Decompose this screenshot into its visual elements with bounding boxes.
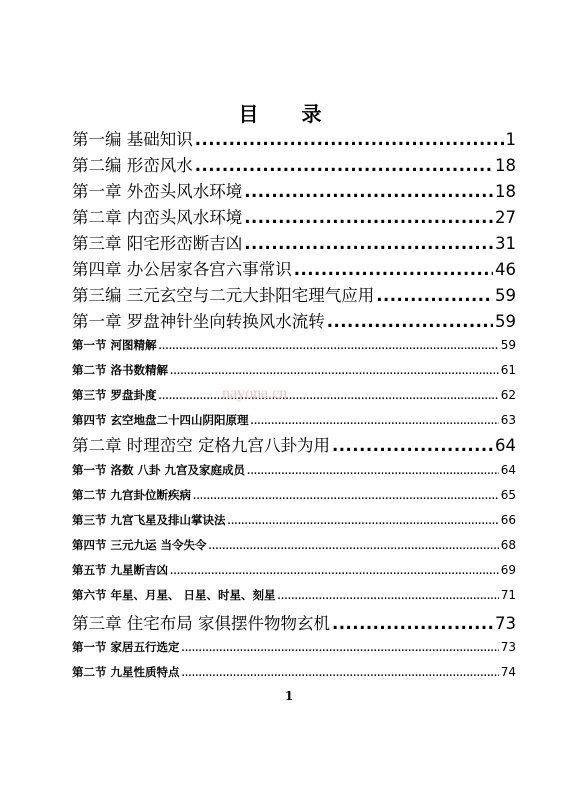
toc-entry-page: 27 bbox=[495, 208, 516, 227]
toc-leader-dots bbox=[332, 614, 493, 633]
toc-leader-dots bbox=[182, 665, 499, 679]
toc-leader-dots bbox=[195, 156, 493, 175]
toc-entry bbox=[72, 562, 516, 578]
toc-leader-dots bbox=[195, 130, 504, 149]
toc-entry-label: 第二节 洛书数精解 bbox=[72, 363, 169, 377]
toc-entry-label: 第一章 外峦头风水环境 bbox=[72, 182, 243, 201]
toc-entry-page: 63 bbox=[500, 413, 516, 427]
toc-entry-page: 46 bbox=[495, 260, 516, 279]
toc-entry bbox=[72, 639, 516, 655]
toc-entry bbox=[72, 256, 516, 280]
toc-entry-label: 第三节 罗盘卦度 bbox=[72, 388, 157, 402]
toc-leader-dots bbox=[376, 286, 493, 305]
toc-entry-page: 71 bbox=[500, 588, 516, 602]
page-number: 1 bbox=[284, 689, 294, 703]
toc-entry-page: 64 bbox=[495, 436, 516, 455]
toc-entry-label: 第五节 九星断吉凶 bbox=[72, 563, 169, 577]
toc-entry bbox=[72, 230, 516, 254]
toc-entry-label: 第一章 罗盘神针坐向转换风水流转 bbox=[72, 312, 325, 331]
toc-entry-label: 第三章 住宅布局 家俱摆件物物玄机 bbox=[72, 614, 330, 633]
toc-leader-dots bbox=[244, 208, 493, 227]
toc-leader-dots bbox=[244, 182, 493, 201]
toc-entry bbox=[72, 126, 516, 150]
toc-leader-dots bbox=[244, 234, 493, 253]
toc-entry-label: 第一编 基础知识 bbox=[72, 130, 193, 149]
toc-entry-page: 62 bbox=[500, 388, 516, 402]
toc-entry bbox=[72, 587, 516, 603]
toc-entry bbox=[72, 387, 516, 403]
toc-entry-label: 第一节 河图精解 bbox=[72, 338, 157, 352]
toc-entry-page: 18 bbox=[495, 182, 516, 201]
toc-entry-page: 65 bbox=[500, 488, 516, 502]
toc-entry-page: 59 bbox=[495, 286, 516, 305]
page-title: 目 录 bbox=[238, 102, 340, 126]
toc-entry-label: 第二节 九宫卦位断疾病 bbox=[72, 488, 192, 502]
toc-entry bbox=[72, 664, 516, 680]
toc-entry-page: 59 bbox=[500, 338, 516, 352]
toc-entry-page: 18 bbox=[495, 156, 516, 175]
toc-leader-dots bbox=[159, 338, 499, 352]
toc-leader-dots bbox=[278, 588, 499, 602]
toc-entry-page: 66 bbox=[500, 513, 516, 527]
toc-entry-page: 68 bbox=[500, 538, 516, 552]
toc-entry-page: 74 bbox=[500, 665, 516, 679]
toc-entry-label: 第二章 内峦头风水环境 bbox=[72, 208, 243, 227]
toc-entry-label: 第一节 洛数 八卦 九宫及家庭成员 bbox=[72, 463, 246, 477]
toc-leader-dots bbox=[182, 640, 499, 654]
toc-entry bbox=[72, 610, 516, 634]
toc-entry-page: 73 bbox=[500, 640, 516, 654]
toc-entry bbox=[72, 462, 516, 478]
toc-entry bbox=[72, 512, 516, 528]
toc-leader-dots bbox=[327, 312, 493, 331]
toc-entry-label: 第六节 年星、月星、 日星、时星、刻星 bbox=[72, 588, 276, 602]
toc-entry-page: 59 bbox=[495, 312, 516, 331]
toc-leader-dots bbox=[209, 538, 499, 552]
toc-leader-dots bbox=[170, 363, 499, 377]
toc-entry bbox=[72, 178, 516, 202]
toc-entry-label: 第三节 九宫飞星及排山掌诀法 bbox=[72, 513, 226, 527]
toc-entry bbox=[72, 412, 516, 428]
toc-entry bbox=[72, 537, 516, 553]
toc-entry-page: 64 bbox=[500, 463, 516, 477]
toc-entry-label: 第三章 阳宅形峦断吉凶 bbox=[72, 234, 243, 253]
toc-entry bbox=[72, 204, 516, 228]
toc-entry-label: 第二编 形峦风水 bbox=[72, 156, 193, 175]
toc-entry-label: 第四章 办公居家各宫六事常识 bbox=[72, 260, 292, 279]
watermark: nayona.cn bbox=[222, 385, 288, 402]
toc-entry-page: 31 bbox=[495, 234, 516, 253]
toc-entry-page: 1 bbox=[505, 130, 516, 149]
toc-entry-label: 第二节 九星性质特点 bbox=[72, 665, 180, 679]
toc-leader-dots bbox=[251, 413, 499, 427]
toc-entry-label: 第二章 时理峦空 定格九宫八卦为用 bbox=[72, 436, 330, 455]
toc-leader-dots bbox=[159, 388, 499, 402]
toc-entry-label: 第四节 三元九运 当令失令 bbox=[72, 538, 207, 552]
toc-entry-label: 第三编 三元玄空与二元大卦阳宅理气应用 bbox=[72, 286, 375, 305]
toc-entry bbox=[72, 337, 516, 353]
toc-leader-dots bbox=[228, 513, 499, 527]
toc-leader-dots bbox=[193, 488, 499, 502]
toc-entry-page: 61 bbox=[500, 363, 516, 377]
toc-entry bbox=[72, 362, 516, 378]
toc-entry bbox=[72, 432, 516, 456]
toc-entry bbox=[72, 308, 516, 332]
toc-entry bbox=[72, 152, 516, 176]
toc-entry-page: 73 bbox=[495, 614, 516, 633]
toc-leader-dots bbox=[170, 563, 499, 577]
toc-entry-label: 第一节 家居五行选定 bbox=[72, 640, 180, 654]
toc-entry-label: 第四节 玄空地盘二十四山阴阳原理 bbox=[72, 413, 249, 427]
toc-leader-dots bbox=[247, 463, 499, 477]
toc-leader-dots bbox=[294, 260, 493, 279]
toc-entry bbox=[72, 487, 516, 503]
toc-leader-dots bbox=[332, 436, 493, 455]
toc-entry-page: 69 bbox=[500, 563, 516, 577]
toc-entry bbox=[72, 282, 516, 306]
